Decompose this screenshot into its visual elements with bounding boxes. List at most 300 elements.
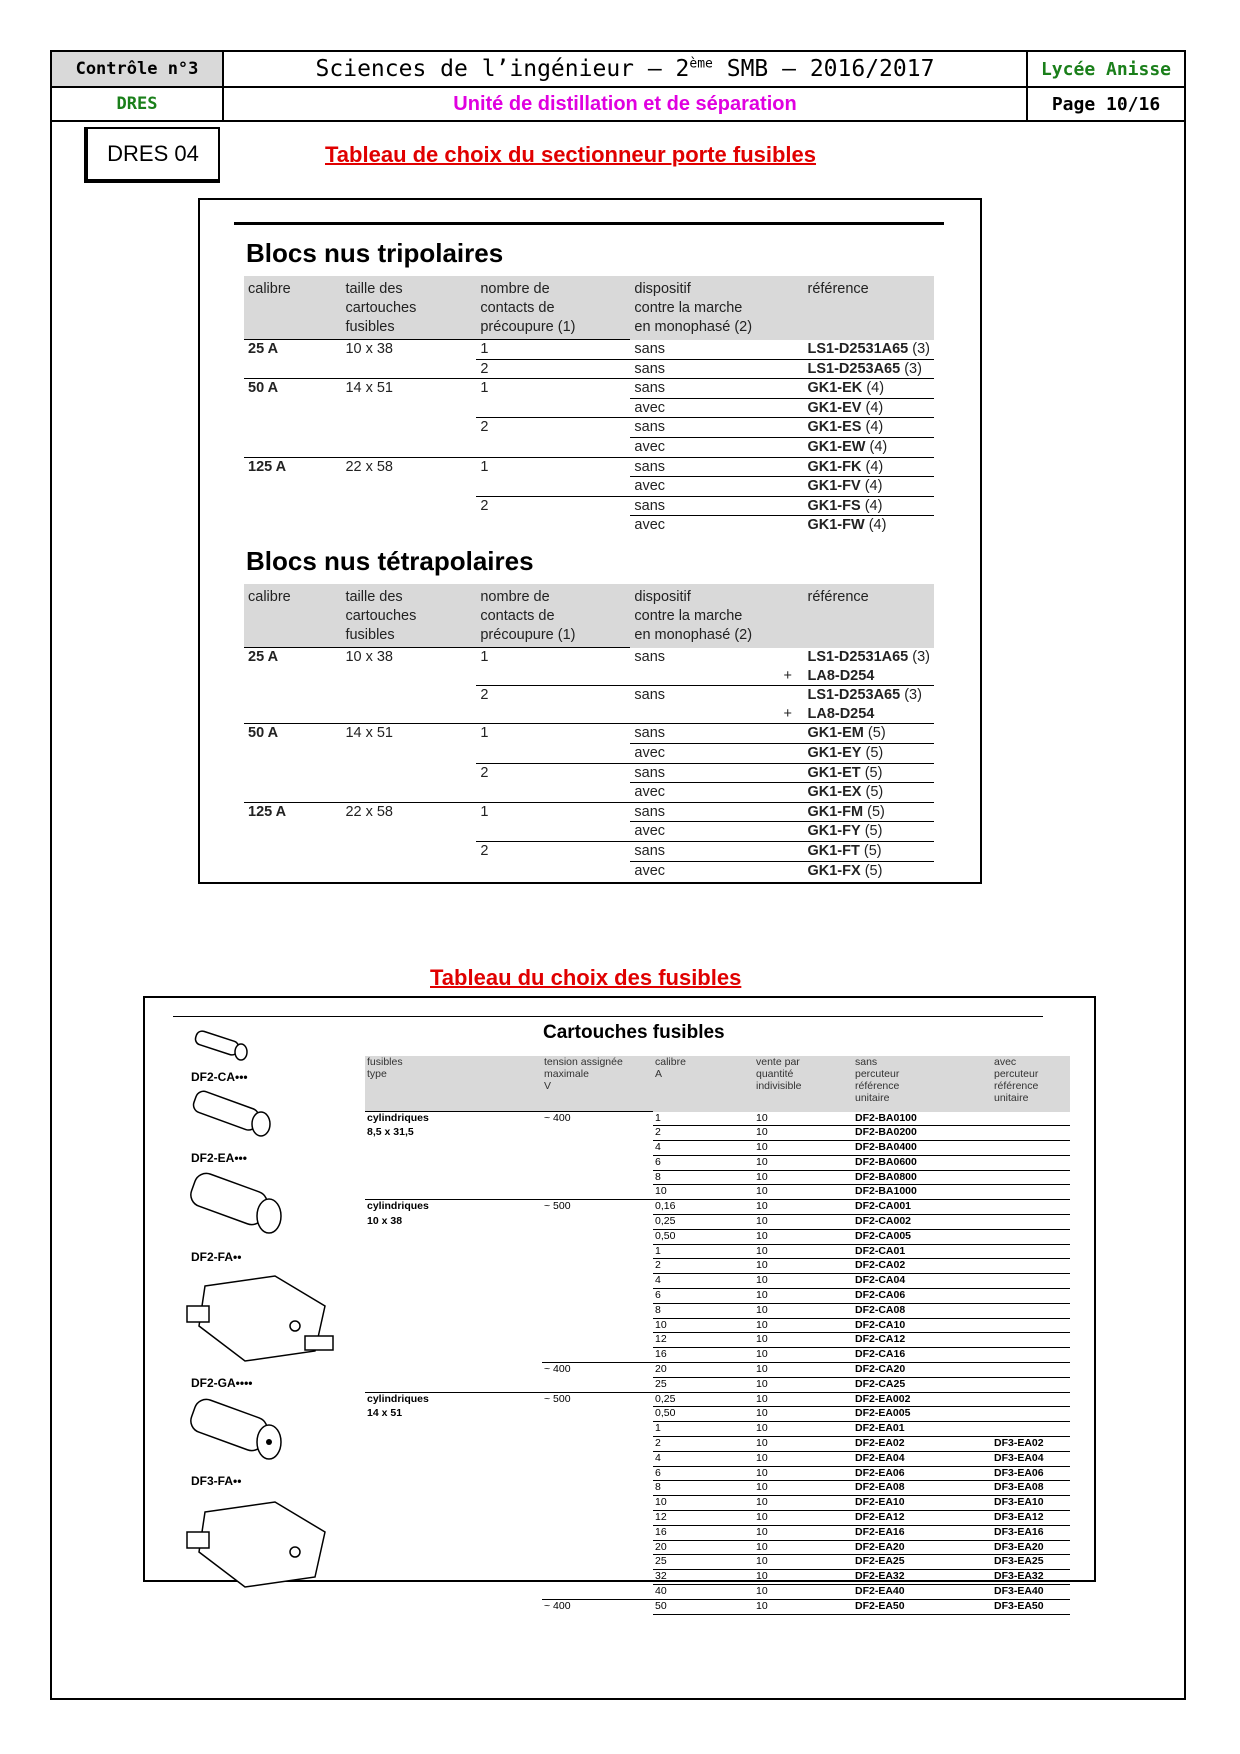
quantite-cell: 10 [754, 1155, 853, 1170]
quantite-cell: 10 [754, 1363, 853, 1378]
column-header: calibre [244, 276, 341, 340]
dispositif-cell: sans [630, 418, 803, 438]
taille-cell [341, 667, 476, 686]
quantite-cell: 10 [754, 1525, 853, 1540]
type-cell: cylindriques [365, 1392, 542, 1407]
quantite-cell: 10 [754, 1348, 853, 1363]
calibre-cell: 12 [653, 1511, 754, 1526]
reference-cell [803, 359, 934, 379]
table-row [244, 724, 934, 744]
taille-cell [341, 516, 476, 535]
ref-avec-cell [992, 1244, 1070, 1259]
calibre-cell: 50 A [244, 724, 341, 744]
quantite-cell: 10 [754, 1303, 853, 1318]
calibre-cell: 16 [653, 1525, 754, 1540]
ref-avec-cell [992, 1170, 1070, 1185]
ref-sans-cell: DF2-CA06 [853, 1289, 992, 1304]
table-row [365, 1363, 1070, 1378]
table-row [365, 1215, 1070, 1230]
type-cell [365, 1333, 542, 1348]
taille-cell [341, 763, 476, 783]
reference-note: (5) [863, 842, 882, 859]
table-row [365, 1333, 1070, 1348]
table-row [365, 1155, 1070, 1170]
reference-note: (3) [904, 360, 922, 377]
cartouches-title: Cartouches fusibles [543, 1022, 725, 1043]
reference-cell [803, 477, 934, 497]
ref-sans-cell: DF2-BA0800 [853, 1170, 992, 1185]
tension-cell [542, 1229, 653, 1244]
table-row [365, 1511, 1070, 1526]
ref-avec-cell [992, 1377, 1070, 1392]
ref-sans-cell: DF2-EA02 [853, 1437, 992, 1452]
contacts-cell [476, 516, 630, 535]
reference-code: GK1-FV [807, 478, 861, 495]
table-row [365, 1289, 1070, 1304]
dispositif-cell: sans [634, 340, 666, 357]
table-row [365, 1303, 1070, 1318]
calibre-cell: 0,50 [653, 1229, 754, 1244]
reference-cell [803, 496, 934, 516]
calibre-cell: 2 [653, 1126, 754, 1141]
reference-code: GK1-EM [807, 725, 864, 742]
tension-cell [542, 1511, 653, 1526]
table-row [244, 398, 934, 418]
tension-cell [542, 1333, 653, 1348]
contacts-cell [476, 822, 630, 842]
tension-cell [542, 1289, 653, 1304]
table-row [365, 1525, 1070, 1540]
contacts-cell: 2 [476, 359, 630, 379]
blocs-tripolaires-table [244, 276, 934, 535]
dispositif-cell: sans [630, 763, 803, 783]
ref-sans-cell: DF2-CA20 [853, 1363, 992, 1378]
table-row [365, 1466, 1070, 1481]
calibre-cell [244, 516, 341, 535]
ref-sans-cell: DF2-EA25 [853, 1555, 992, 1570]
table-row [244, 340, 934, 360]
table-row [365, 1318, 1070, 1333]
tension-cell [542, 1170, 653, 1185]
table-row [244, 379, 934, 399]
ref-avec-cell [992, 1407, 1070, 1422]
sectionneur-table-box [198, 198, 982, 884]
column-header: référence [803, 584, 934, 648]
quantite-cell: 10 [754, 1185, 853, 1200]
reference-note: (5) [864, 823, 883, 840]
ref-avec-cell [992, 1259, 1070, 1274]
contacts-cell: 2 [476, 763, 630, 783]
reference-note: (5) [867, 725, 886, 742]
reference-note: (5) [864, 862, 883, 879]
reference-cell [803, 841, 934, 861]
ref-avec-cell: DF3-EA32 [992, 1570, 1070, 1585]
calibre-cell: 1 [653, 1422, 754, 1437]
dres-tab: DRES 04 [84, 127, 220, 183]
calibre-cell [244, 496, 341, 516]
fuse-df3-fa-image [185, 1394, 285, 1464]
tension-cell [542, 1318, 653, 1333]
calibre-cell [244, 398, 341, 418]
table-header-row [244, 276, 934, 340]
tension-cell [542, 1155, 653, 1170]
contacts-cell: 1 [476, 379, 630, 399]
ref-sans-cell: DF2-BA1000 [853, 1185, 992, 1200]
ref-avec-cell [992, 1422, 1070, 1437]
table-row [365, 1244, 1070, 1259]
calibre-cell [244, 743, 341, 763]
taille-cell: 22 x 58 [341, 802, 476, 822]
ref-avec-cell [992, 1274, 1070, 1289]
table-row [365, 1451, 1070, 1466]
tension-cell [542, 1496, 653, 1511]
reference-note: (5) [865, 744, 884, 761]
ref-avec-cell [992, 1185, 1070, 1200]
contacts-cell [476, 705, 630, 724]
ref-avec-cell [992, 1289, 1070, 1304]
calibre-cell: 6 [653, 1155, 754, 1170]
fusibles-table-box [143, 996, 1096, 1612]
ref-sans-cell: DF2-CA01 [853, 1244, 992, 1259]
ref-sans-cell: DF2-BA0600 [853, 1155, 992, 1170]
type-cell [365, 1259, 542, 1274]
quantite-cell: 10 [754, 1200, 853, 1215]
ref-sans-cell: DF2-CA10 [853, 1318, 992, 1333]
calibre-cell: 8 [653, 1170, 754, 1185]
dispositif-cell: avec [630, 783, 803, 803]
fuse-df2-ga-image [185, 1266, 335, 1366]
ref-avec-cell [992, 1363, 1070, 1378]
taille-cell [341, 398, 476, 418]
tension-cell: ~ 400 [542, 1599, 653, 1614]
calibre-cell: 8 [653, 1481, 754, 1496]
quantite-cell: 10 [754, 1229, 853, 1244]
reference-cell [803, 516, 934, 535]
reference-cell [803, 724, 934, 744]
table-row [365, 1555, 1070, 1570]
quantite-cell: 10 [754, 1437, 853, 1452]
reference-code: GK1-EK [807, 380, 863, 397]
type-cell [365, 1511, 542, 1526]
type-cell: cylindriques [365, 1112, 542, 1126]
reference-cell [803, 437, 934, 457]
table-row [244, 477, 934, 497]
type-cell: cylindriques [365, 1200, 542, 1215]
contacts-cell: 2 [476, 496, 630, 516]
reference-code: GK1-EY [807, 744, 862, 761]
ref-avec-cell: DF3-EA25 [992, 1555, 1070, 1570]
column-header: calibre A [653, 1056, 754, 1112]
calibre-cell: 20 [653, 1363, 754, 1378]
type-cell [365, 1141, 542, 1156]
fuse-df3-ga-image [185, 1492, 335, 1582]
ref-avec-cell [992, 1126, 1070, 1141]
calibre-cell [244, 418, 341, 438]
table-header-row [244, 584, 934, 648]
title-sectionneur: Tableau de choix du sectionneur porte fusibles [325, 142, 817, 167]
reference-code: LS1-D253A65 [807, 360, 901, 377]
reference-cell [803, 822, 934, 842]
reference-code: GK1-EV [807, 399, 862, 416]
table-row [244, 861, 934, 880]
calibre-cell: 0,25 [653, 1215, 754, 1230]
table-row [244, 686, 934, 705]
table-row [244, 743, 934, 763]
reference-note: (4) [864, 497, 883, 514]
tension-cell [542, 1555, 653, 1570]
table-row [244, 457, 934, 477]
table-row [365, 1540, 1070, 1555]
type-cell [365, 1303, 542, 1318]
calibre-cell: 10 [653, 1496, 754, 1511]
column-header: taille des cartouches fusibles [341, 584, 476, 648]
dispositif-cell: sans [630, 686, 803, 705]
ref-sans-cell: DF2-EA12 [853, 1511, 992, 1526]
ref-avec-cell: DF3-EA20 [992, 1540, 1070, 1555]
type-cell [365, 1363, 542, 1378]
taille-cell [341, 418, 476, 438]
reference-cell [783, 705, 934, 724]
reference-code: LS1-D253A65 [807, 687, 901, 704]
dispositif-cell [630, 705, 803, 724]
taille-cell [341, 743, 476, 763]
ref-avec-cell [992, 1155, 1070, 1170]
calibre-cell: 125 A [244, 802, 341, 822]
contacts-cell [476, 743, 630, 763]
ref-sans-cell: DF2-BA0400 [853, 1141, 992, 1156]
reference-cell [803, 648, 934, 667]
reference-note: (3) [912, 340, 930, 357]
calibre-cell [244, 822, 341, 842]
tension-cell [542, 1259, 653, 1274]
tension-cell [542, 1215, 653, 1230]
column-header: nombre de contacts de précoupure (1) [476, 276, 630, 340]
tension-cell [542, 1422, 653, 1437]
reference-note: (5) [864, 764, 883, 781]
tension-cell: ~ 500 [542, 1200, 653, 1215]
dispositif-cell: avec [630, 861, 803, 880]
quantite-cell: 10 [754, 1215, 853, 1230]
ref-avec-cell [992, 1112, 1070, 1126]
ref-sans-cell: DF2-EA06 [853, 1466, 992, 1481]
quantite-cell: 10 [754, 1333, 853, 1348]
calibre-cell: 32 [653, 1570, 754, 1585]
controle-cell: Contrôle n°3 [51, 51, 223, 87]
reference-note: (4) [864, 478, 883, 495]
contacts-cell: 2 [476, 418, 630, 438]
table-row [365, 1259, 1070, 1274]
quantite-cell: 10 [754, 1274, 853, 1289]
ref-sans-cell: DF2-EA01 [853, 1422, 992, 1437]
reference-note: (4) [865, 458, 884, 475]
column-header: dispositif contre la marche en monophasé (2) [630, 584, 803, 648]
type-cell [365, 1185, 542, 1200]
plus-sign: + [783, 667, 792, 684]
ref-avec-cell [992, 1392, 1070, 1407]
contacts-cell [476, 667, 630, 686]
quantite-cell: 10 [754, 1599, 853, 1614]
column-header: avec percuteur référence unitaire [992, 1056, 1070, 1112]
table-row [244, 841, 934, 861]
contacts-cell: 1 [476, 457, 630, 477]
fuse-label: DF2-GA•••• [191, 1376, 253, 1390]
table-row [244, 705, 934, 724]
reference-cell [783, 667, 934, 686]
tension-cell [542, 1303, 653, 1318]
ref-avec-cell [992, 1229, 1070, 1244]
reference-code: GK1-FK [807, 458, 862, 475]
calibre-cell: 50 [653, 1599, 754, 1614]
calibre-cell: 16 [653, 1348, 754, 1363]
tension-cell [542, 1570, 653, 1585]
table-row [365, 1407, 1070, 1422]
quantite-cell: 10 [754, 1511, 853, 1526]
type-cell [365, 1570, 542, 1585]
type-cell [365, 1437, 542, 1452]
title-fusibles: Tableau du choix des fusibles [430, 965, 742, 990]
calibre-cell: 10 [653, 1185, 754, 1200]
tension-cell [542, 1525, 653, 1540]
dispositif-cell [630, 667, 803, 686]
calibre-cell: 50 A [244, 379, 341, 399]
reference-code: GK1-FM [807, 803, 864, 820]
taille-cell: 14 x 51 [341, 724, 476, 744]
taille-cell [341, 686, 476, 705]
calibre-cell: 0,50 [653, 1407, 754, 1422]
calibre-cell: 4 [653, 1451, 754, 1466]
reference-cell [803, 379, 934, 399]
table-row [244, 648, 934, 667]
type-cell [365, 1466, 542, 1481]
calibre-cell: 6 [653, 1466, 754, 1481]
contacts-cell: 1 [476, 648, 630, 667]
ref-avec-cell [992, 1141, 1070, 1156]
blocs-tripolaires-title: Blocs nus tripolaires [246, 238, 504, 268]
ref-sans-cell: DF2-EA002 [853, 1392, 992, 1407]
calibre-cell: 25 [653, 1555, 754, 1570]
table-row [244, 763, 934, 783]
tension-cell: ~ 500 [542, 1392, 653, 1407]
contacts-cell [476, 477, 630, 497]
dispositif-cell: avec [630, 516, 803, 535]
reference-cell [803, 743, 934, 763]
dispositif-cell: sans [630, 841, 803, 861]
calibre-cell [244, 667, 341, 686]
tension-cell [542, 1377, 653, 1392]
table-row [365, 1377, 1070, 1392]
reference-note: (4) [869, 438, 888, 455]
calibre-cell: 10 [653, 1318, 754, 1333]
table-row [365, 1422, 1070, 1437]
blocs-tetrapolaires-table [244, 584, 934, 880]
page-header [50, 50, 1186, 122]
reference-cell [803, 783, 934, 803]
taille-cell: 22 x 58 [341, 457, 476, 477]
taille-cell [341, 841, 476, 861]
school-cell: Lycée Anisse [1027, 51, 1185, 87]
ref-sans-cell: DF2-EA32 [853, 1570, 992, 1585]
calibre-cell: 6 [653, 1289, 754, 1304]
reference-cell [803, 802, 934, 822]
contacts-cell: 1 [476, 340, 630, 360]
reference-note: (4) [865, 419, 884, 436]
ref-sans-cell: DF2-EA005 [853, 1407, 992, 1422]
ref-avec-cell [992, 1303, 1070, 1318]
type-cell [365, 1318, 542, 1333]
table-row [365, 1437, 1070, 1452]
calibre-cell: 4 [653, 1274, 754, 1289]
calibre-cell: 25 A [244, 648, 341, 667]
ref-sans-cell: DF2-CA001 [853, 1200, 992, 1215]
quantite-cell: 10 [754, 1170, 853, 1185]
reference-code: GK1-FY [807, 823, 861, 840]
reference-note: (4) [865, 399, 884, 416]
column-header: vente par quantité indivisible [754, 1056, 853, 1112]
dispositif-cell: avec [630, 822, 803, 842]
dispositif-cell: sans [630, 457, 803, 477]
reference-cell [803, 763, 934, 783]
tension-cell [542, 1540, 653, 1555]
type-cell [365, 1289, 542, 1304]
quantite-cell: 10 [754, 1318, 853, 1333]
table-row [365, 1585, 1070, 1600]
type-cell: 14 x 51 [367, 1406, 403, 1419]
type-cell [365, 1585, 542, 1600]
type-cell: 10 x 38 [367, 1214, 403, 1227]
type-cell [365, 1274, 542, 1289]
table-row [244, 667, 934, 686]
table-row [244, 418, 934, 438]
doc-type-cell: DRES [51, 87, 223, 121]
table-row [365, 1570, 1070, 1585]
taille-cell [341, 477, 476, 497]
calibre-cell [244, 705, 341, 724]
fuse-df2-ea-image [187, 1088, 277, 1138]
calibre-cell: 12 [653, 1333, 754, 1348]
column-header: nombre de contacts de précoupure (1) [476, 584, 630, 648]
quantite-cell: 10 [754, 1585, 853, 1600]
table-row [244, 822, 934, 842]
ref-sans-cell: DF2-CA12 [853, 1333, 992, 1348]
type-cell [365, 1525, 542, 1540]
ref-sans-cell: DF2-EA10 [853, 1496, 992, 1511]
ref-avec-cell [992, 1215, 1070, 1230]
calibre-cell [244, 861, 341, 880]
tension-cell [542, 1585, 653, 1600]
table-row [365, 1170, 1070, 1185]
reference-note: (4) [868, 517, 887, 534]
quantite-cell: 10 [754, 1540, 853, 1555]
type-cell [365, 1481, 542, 1496]
contacts-cell: 2 [476, 686, 630, 705]
dispositif-cell: sans [634, 648, 666, 665]
ref-avec-cell: DF3-EA10 [992, 1496, 1070, 1511]
calibre-cell: 2 [653, 1259, 754, 1274]
dispositif-cell: sans [630, 724, 803, 744]
tension-cell [542, 1451, 653, 1466]
tension-cell [542, 1437, 653, 1452]
column-header: référence [803, 276, 934, 340]
tension-cell [542, 1481, 653, 1496]
type-cell [365, 1244, 542, 1259]
fuse-label: DF2-FA•• [191, 1250, 242, 1264]
ref-sans-cell: DF2-BA0100 [853, 1112, 992, 1126]
calibre-cell [244, 763, 341, 783]
ref-sans-cell: DF2-EA04 [853, 1451, 992, 1466]
quantite-cell: 10 [754, 1407, 853, 1422]
calibre-cell: 40 [653, 1585, 754, 1600]
tension-cell [542, 1466, 653, 1481]
